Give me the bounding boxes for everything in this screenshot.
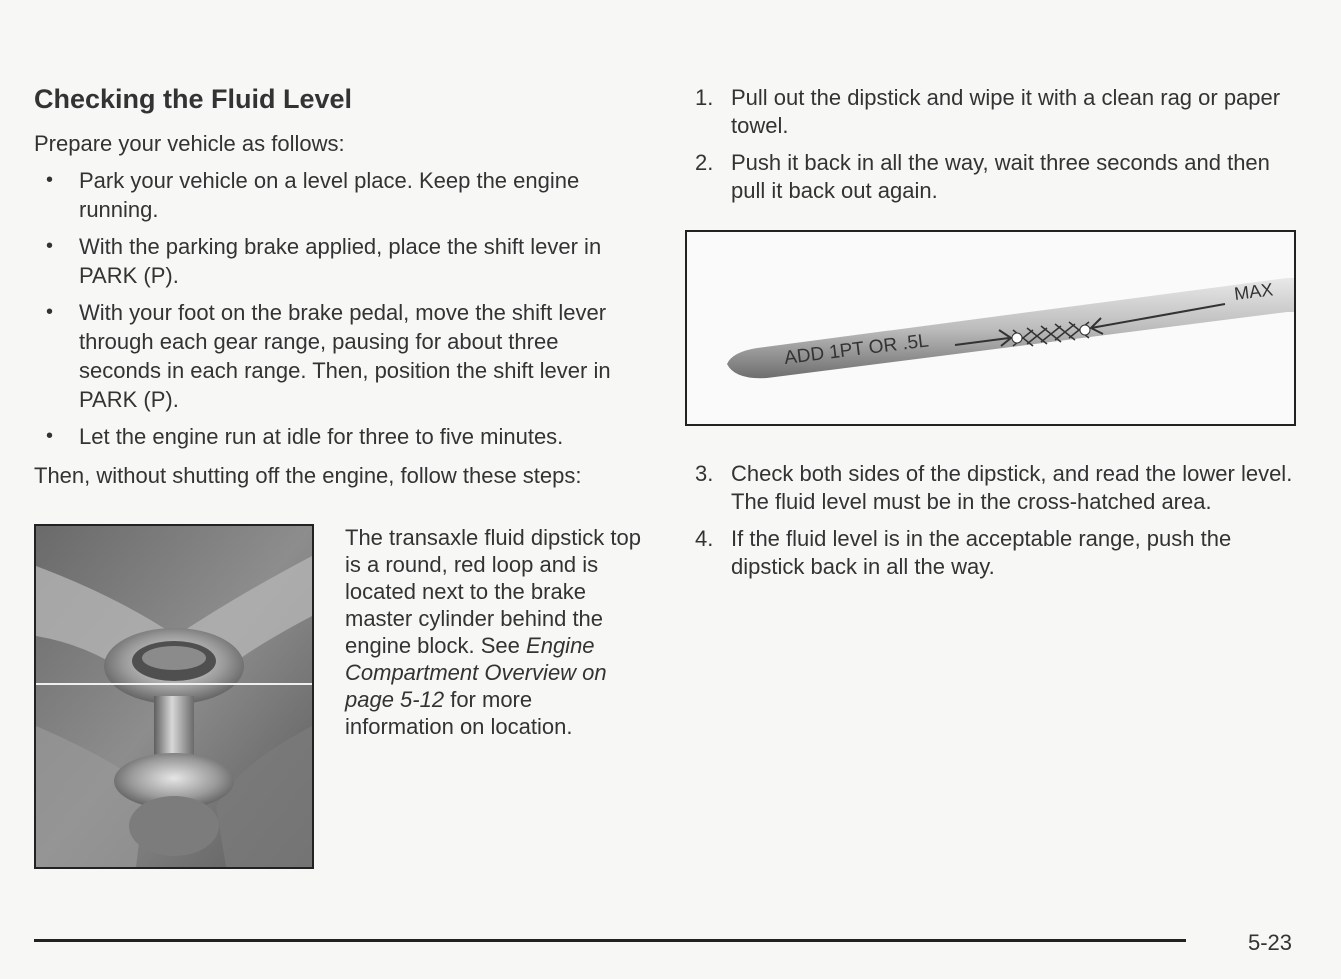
section-title: Checking the Fluid Level xyxy=(34,84,353,114)
intro-text: Prepare your vehicle as follows: xyxy=(34,131,345,156)
dipstick-max-label: MAX xyxy=(1233,279,1275,304)
step-text: Pull out the dipstick and wipe it with a clean rag or paper towel. xyxy=(731,85,1281,138)
photo-caption xyxy=(345,524,645,740)
dipstick-illustration xyxy=(685,230,1296,426)
step-item xyxy=(695,84,1295,140)
step-number: 3. xyxy=(695,461,714,486)
prep-bullet-list xyxy=(34,166,644,451)
step-item xyxy=(695,149,1295,205)
hatch-dot-low xyxy=(1012,333,1022,343)
step-text: If the fluid level is in the acceptable range, push the dipstick back in all the way. xyxy=(731,526,1232,579)
step-item xyxy=(695,460,1295,516)
steps-intro-text: Then, without shutting off the engine, follow these steps: xyxy=(34,463,582,488)
caption-text-end: for more information on location. xyxy=(345,687,573,739)
step-item xyxy=(695,525,1295,581)
steps-list-bottom xyxy=(695,460,1295,581)
bullet-item: • With the parking brake applied, place the shift lever in PARK (P). xyxy=(34,232,644,290)
compartment-overview-reference: Engine Compartment Overview on page 5-12 xyxy=(345,633,607,712)
right-column xyxy=(695,84,1295,590)
caption-text: The transaxle fluid dipstick top is a round, red loop and is located next to the brake master cylinder behind the engine block. See xyxy=(345,525,641,658)
bullet-item: • Let the engine run at idle for three to five minutes. xyxy=(34,422,644,451)
photo-row xyxy=(34,524,644,869)
step-number: 1. xyxy=(695,85,714,110)
left-column xyxy=(34,84,644,869)
dipstick-loop-photo xyxy=(34,524,314,869)
hatch-dot-high xyxy=(1080,325,1090,335)
bullet-item: • Park your vehicle on a level place. Keep the engine running. xyxy=(34,166,644,224)
page-number: 5-23 xyxy=(1248,930,1293,955)
step-text: Push it back in all the way, wait three seconds and then pull it back out again. xyxy=(731,150,1270,203)
step-number: 2. xyxy=(695,150,714,175)
step-number: 4. xyxy=(695,526,714,551)
dipstick-add-label: ADD 1PT OR .5L xyxy=(783,330,930,369)
step-text: Check both sides of the dipstick, and read the lower level. The fluid level must be in the cross-hatched area. xyxy=(731,461,1293,514)
bullet-item: • With your foot on the brake pedal, move the shift lever through each gear range, pausing for about three seconds in each range. Then, position the shift lever in PARK (P). xyxy=(34,298,644,414)
steps-list-top xyxy=(695,84,1295,205)
footer-rule xyxy=(34,939,1186,942)
